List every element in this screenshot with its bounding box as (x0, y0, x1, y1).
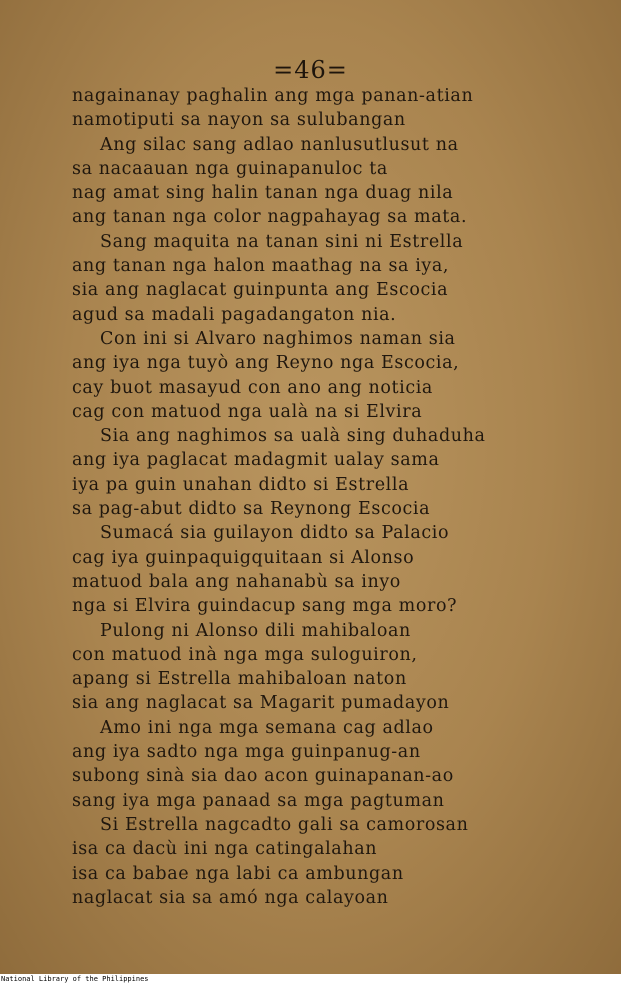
text-line: ang tanan nga color nagpahayag sa mata. (72, 207, 468, 228)
text-line: isa ca dacù ini nga catingalahan (72, 839, 378, 860)
text-line: sa pag-abut didto sa Reynong Escocia (72, 499, 431, 520)
text-line: Pulong ni Alonso dili mahibaloan (100, 620, 411, 641)
text-line: nagainanay paghalin ang mga panan-atian (72, 86, 474, 106)
text-line: Amo ini nga mga semana cag adlao (100, 717, 434, 738)
text-line: ang iya paglacat madagmit ualay sama (72, 450, 440, 471)
poem-text-block (72, 84, 617, 910)
text-line: cag con matuod nga ualà na si Elvira (72, 401, 423, 422)
text-line: cay buot masayud con ano ang noticia (72, 377, 433, 398)
text-line: isa ca babae nga labi ca ambungan (72, 863, 404, 884)
page-number: =46= (273, 56, 348, 84)
text-line: ang iya sadto nga mga guinpanug-an (72, 742, 421, 763)
text-line: Con ini si Alvaro naghimos naman sia (100, 328, 456, 349)
text-line: sang iya mga panaad sa mga pagtuman (72, 790, 445, 811)
text-line: nga si Elvira guindacup sang mga moro? (72, 596, 458, 617)
text-line: matuod bala ang nahanabù sa inyo (72, 571, 401, 592)
text-line: sia ang naglacat sa Magarit pumadayon (72, 693, 450, 714)
text-line: agud sa madali pagadangaton nia. (72, 304, 397, 325)
footer-source-text: National Library of the Philippines (1, 975, 149, 983)
text-line: naglacat sia sa amó nga calayoan (72, 887, 389, 908)
text-line: subong sinà sia dao acon guinapanan-ao (72, 766, 454, 787)
text-line: con matuod inà nga mga suloguiron, (72, 644, 418, 665)
text-line: Ang silac sang adlao nanlusutlusut na (100, 134, 459, 155)
text-line: nag amat sing halin tanan nga duag nila (72, 183, 454, 204)
text-line: sa nacaauan nga guinapanuloc ta (72, 158, 388, 179)
text-line: Sia ang naghimos sa ualà sing duhaduha (100, 426, 486, 447)
text-line: Sang maquita na tanan sini ni Estrella (100, 231, 464, 252)
text-line: sia ang naglacat guinpunta ang Escocia (72, 280, 449, 301)
text-line: ang tanan nga halon maathag na sa iya, (72, 256, 450, 277)
text-line: Sumacá sia guilayon didto sa Palacio (100, 523, 450, 544)
text-line: namotiputi sa nayon sa sulubangan (72, 110, 406, 131)
text-line: Si Estrella nagcadto gali sa camorosan (100, 814, 469, 835)
text-line: iya pa guin unahan didto si Estrella (72, 474, 410, 495)
text-line: ang iya nga tuyò ang Reyno nga Escocia, (72, 353, 460, 374)
text-line: apang si Estrella mahibaloan naton (72, 669, 407, 690)
text-line: cag iya guinpaquigquitaan si Alonso (72, 547, 415, 568)
